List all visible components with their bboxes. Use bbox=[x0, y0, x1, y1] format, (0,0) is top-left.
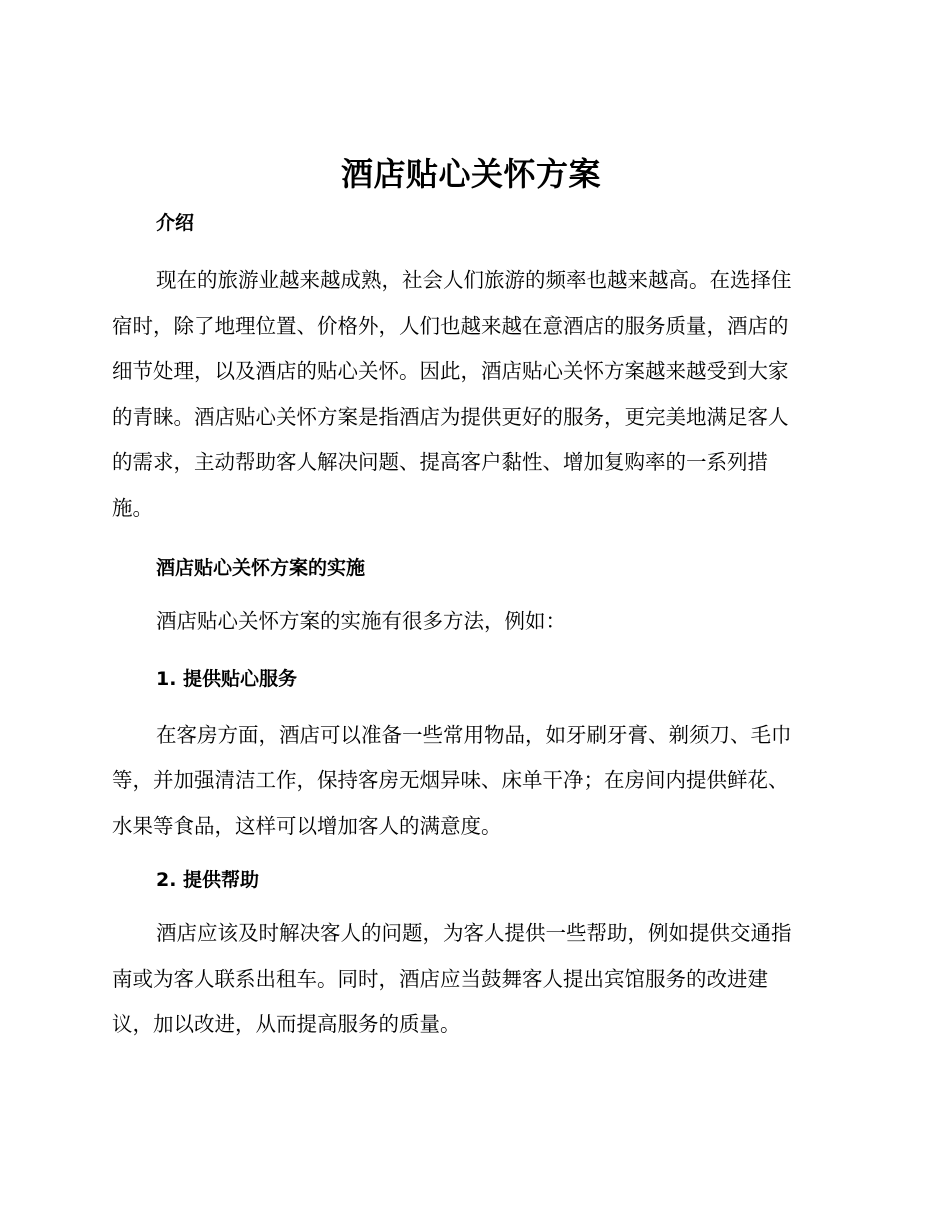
paragraph-line: 水果等食品，这样可以增加客人的满意度。 bbox=[112, 813, 502, 838]
section-paragraph-service bbox=[112, 713, 830, 850]
section-heading-implementation: 酒店贴心关怀方案的实施 bbox=[156, 557, 366, 579]
section-paragraph-help bbox=[112, 911, 830, 1048]
paragraph-line: 的需求，主动帮助客人解决问题、提高客户黏性、增加复购率的一系列措 bbox=[112, 450, 768, 474]
paragraph-line: 酒店应该及时解决客人的问题，为客人提供一些帮助，例如提供交通指 bbox=[156, 921, 792, 945]
paragraph-line: 议，加以改进，从而提高服务的质量。 bbox=[112, 1012, 461, 1036]
paragraph-line: 等，并加强清洁工作，保持客房无烟异味、床单干净；在房间内提供鲜花、 bbox=[112, 768, 789, 792]
paragraph-line: 施。 bbox=[112, 495, 153, 520]
paragraph-line: 酒店贴心关怀方案的实施有很多方法，例如： bbox=[156, 609, 566, 633]
document-page bbox=[112, 150, 830, 1048]
paragraph-line: 在客房方面，酒店可以准备一些常用物品，如牙刷牙膏、剃须刀、毛巾 bbox=[156, 722, 792, 747]
document-title: 酒店贴心关怀方案 bbox=[340, 155, 601, 193]
section-heading-service: 1. 提供贴心服务 bbox=[156, 667, 298, 690]
section-heading-intro: 介绍 bbox=[156, 212, 195, 234]
paragraph-line: 宿时，除了地理位置、价格外，人们也越来越在意酒店的服务质量，酒店的 bbox=[112, 313, 789, 338]
section-heading-help: 2. 提供帮助 bbox=[156, 869, 260, 891]
section-paragraph-intro bbox=[112, 258, 830, 531]
paragraph-line: 的青睐。酒店贴心关怀方案是指酒店为提供更好的服务，更完美地满足客人 bbox=[112, 404, 789, 429]
section-paragraph-implementation bbox=[112, 599, 830, 645]
paragraph-line: 细节处理，以及酒店的贴心关怀。因此，酒店贴心关怀方案越来越受到大家 bbox=[112, 359, 789, 383]
paragraph-line: 现在的旅游业越来越成熟，社会人们旅游的频率也越来越高。在选择住 bbox=[156, 268, 792, 292]
paragraph-line: 南或为客人联系出租车。同时，酒店应当鼓舞客人提出宾馆服务的改进建 bbox=[112, 966, 768, 991]
